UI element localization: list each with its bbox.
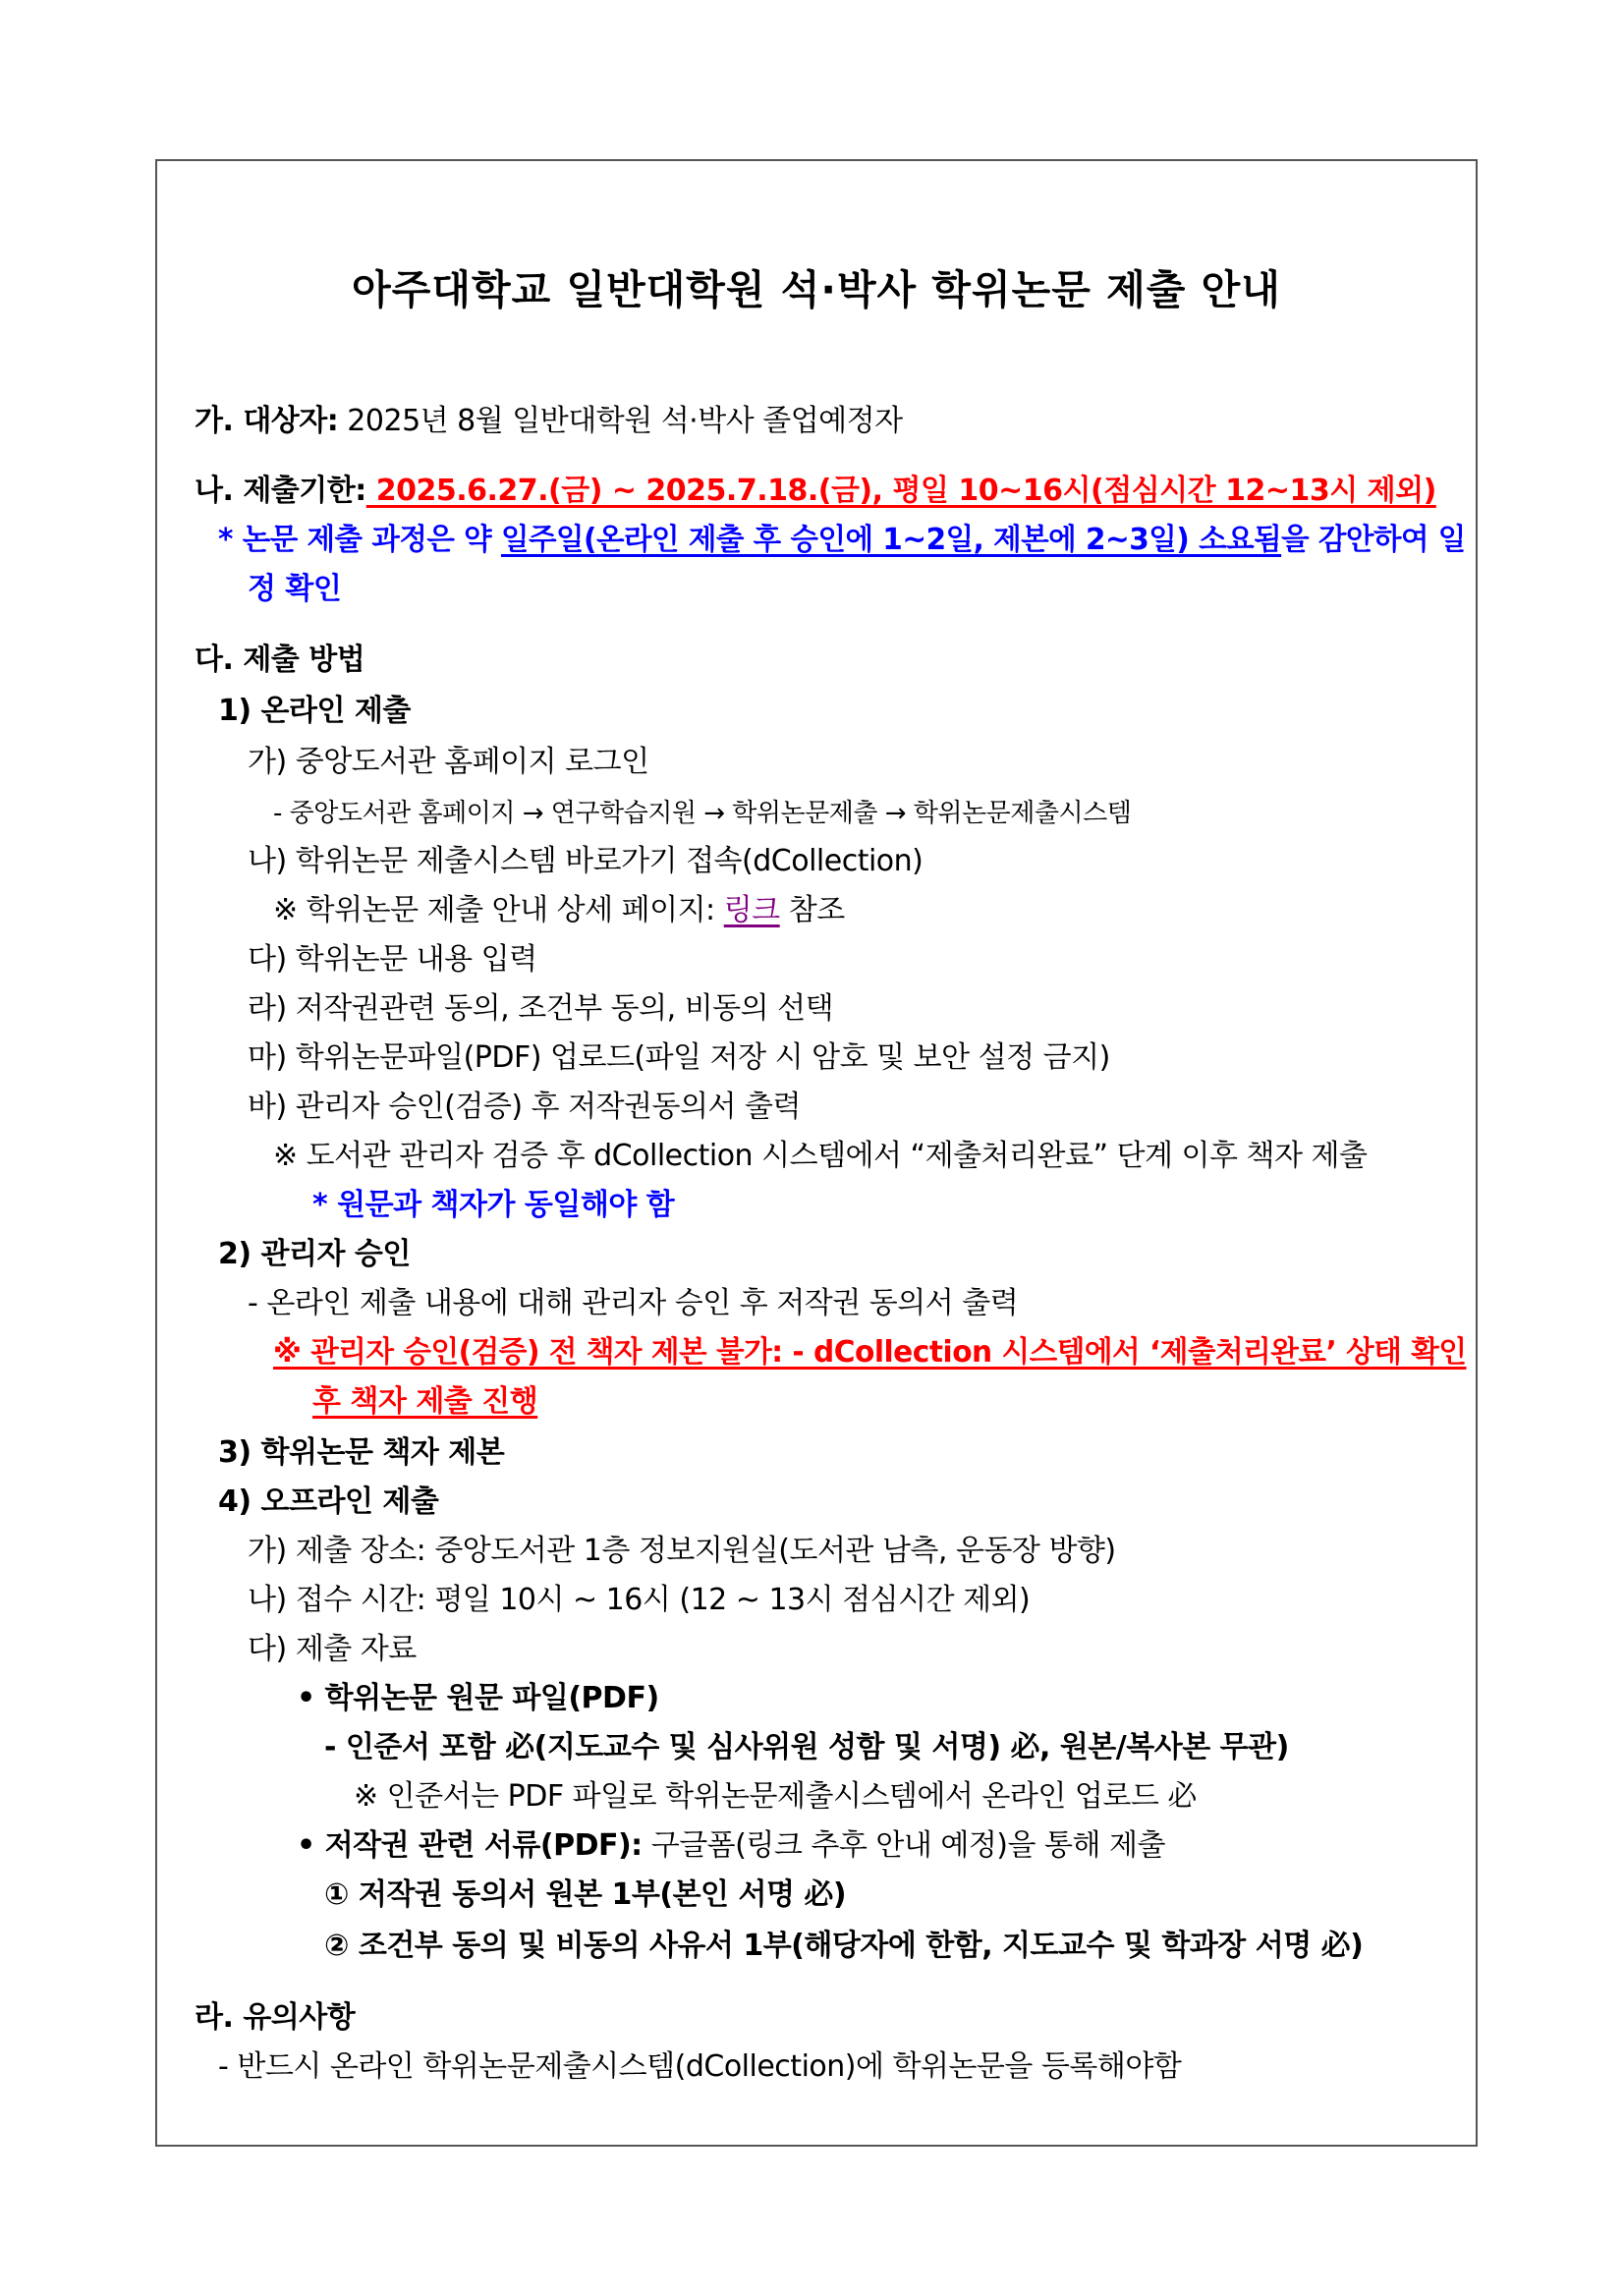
section-c-label: 다. 제출 방법 [195,643,365,677]
step4-bullet1-note: ※ 인준서는 PDF 파일로 학위논문제출시스템에서 온라인 업로드 必 [354,1779,1197,1814]
step2-title: 2) 관리자 승인 [218,1237,411,1271]
deadline-text: 2025.6.27.(금) ~ 2025.7.18.(금), 평일 10~16시(점심시간 12~13시 제외) [365,474,1436,508]
step4-item1: ① 저작권 동의서 원본 1부(본인 서명 必) [324,1877,847,1912]
section-b [195,468,1436,515]
step4-bullet2 [297,1822,1165,1870]
step4-b: 나) 접수 시간: 평일 10시 ~ 16시 (12 ~ 13시 점심시간 제외) [248,1583,1031,1617]
step4-bullet1: • 학위논문 원문 파일(PDF) [297,1681,659,1715]
step4-bullet2-bold: • 저작권 관련 서류(PDF): [297,1828,643,1863]
step1-b-note-prefix: ※ 학위논문 제출 안내 상세 페이지: [273,893,724,927]
step4-title: 4) 오프라인 제출 [218,1484,439,1519]
step2-warning-line2: 후 책자 제출 진행 [312,1384,538,1419]
step1-b: 나) 학위논문 제출시스템 바로가기 접속(dCollection) [248,844,924,878]
step3-title: 3) 학위논문 책자 제본 [218,1435,505,1470]
step1-f-emphasis: * 원문과 책자가 동일해야 함 [312,1188,675,1222]
section-d-text: - 반드시 온라인 학위논문제출시스템(dCollection)에 학위논문을 등록해야함 [218,2049,1182,2084]
deadline-note-suffix: 을 감안하여 일 [1281,523,1466,557]
detail-page-link[interactable]: 링크 [723,893,780,927]
step1-e: 마) 학위논문파일(PDF) 업로드(파일 저장 시 암호 및 보안 설정 금지) [248,1040,1110,1075]
step1-c: 다) 학위논문 내용 입력 [248,942,537,977]
deadline-note-line2: 정 확인 [248,572,342,606]
page-title: 아주대학교 일반대학원 석·박사 학위논문 제출 안내 [352,266,1281,313]
step2-warning-line1: ※ 관리자 승인(검증) 전 책자 제본 불가: - dCollection 시스템에서 ‘제출처리완료’ 상태 확인 [273,1335,1467,1370]
section-a-text: 2025년 8월 일반대학원 석·박사 졸업예정자 [338,404,903,438]
section-b-label: 나. 제출기한: [195,474,366,508]
step1-f: 바) 관리자 승인(검증) 후 저작권동의서 출력 [248,1090,801,1124]
deadline-note [218,517,1466,564]
step4-a: 가) 제출 장소: 중앙도서관 1층 정보지원실(도서관 남측, 운동장 방향) [248,1534,1116,1568]
step1-d: 라) 저작권관련 동의, 조건부 동의, 비동의 선택 [248,991,834,1026]
step4-item2: ② 조건부 동의 및 비동의 사유서 1부(해당자에 한함, 지도교수 및 학과장 서명 必) [324,1929,1364,1963]
step1-f-note: ※ 도서관 관리자 검증 후 dCollection 시스템에서 “제출처리완료” 단계 이후 책자 제출 [273,1139,1368,1173]
section-d-label: 라. 유의사항 [195,2000,356,2035]
section-a [195,398,903,445]
step2-text: - 온라인 제출 내용에 대해 관리자 승인 후 저작권 동의서 출력 [248,1286,1019,1320]
step4-c: 다) 제출 자료 [248,1632,417,1666]
section-a-label: 가. 대상자: [195,404,339,438]
step4-bullet1-sub: - 인준서 포함 必(지도교수 및 심사위원 성함 및 서명) 必, 원본/복사본 무관) [324,1730,1289,1764]
step1-title: 1) 온라인 제출 [218,694,411,728]
step1-b-note-suffix: 참조 [779,893,845,927]
step1-a-path: - 중앙도서관 홈페이지 → 연구학습지원 → 학위논문제출 → 학위논문제출시스템 [273,799,1132,828]
deadline-note-prefix: * 논문 제출 과정은 약 [218,523,501,557]
step1-a: 가) 중앙도서관 홈페이지 로그인 [248,745,649,779]
step1-b-note [273,887,845,934]
deadline-note-underlined: 일주일(온라인 제출 후 승인에 1~2일, 제본에 2~3일) 소요됨 [500,523,1282,557]
step4-bullet2-rest: 구글폼(링크 추후 안내 예정)을 통해 제출 [642,1828,1165,1863]
